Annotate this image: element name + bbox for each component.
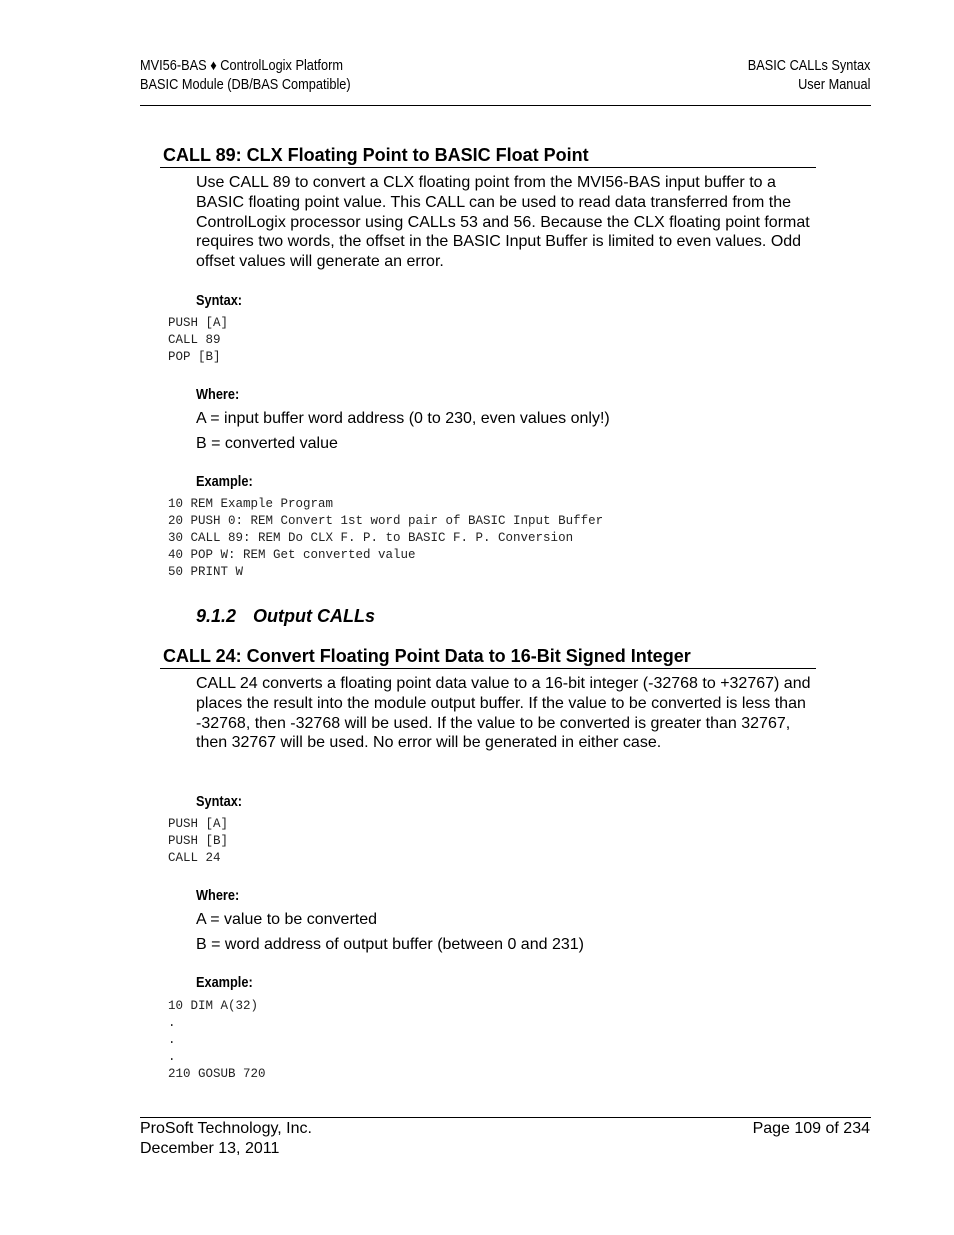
subsection-heading — [196, 605, 375, 627]
header-product: MVI56-BAS ♦ ControlLogix Platform — [140, 58, 343, 74]
call24-title-rule — [160, 668, 816, 669]
call89-syntax-code: PUSH [A] CALL 89 POP [B] — [168, 316, 229, 365]
call89-example-code: 10 REM Example Program 20 PUSH 0: REM Convert 1st word pair of BASIC Input Buffer 30 CALL 89: REM Do CLX F. P. to BASIC F. P. Conversion 40 POP W: REM Get converted value 50 PRINT W — [168, 497, 604, 580]
subsection-number: 9.1.2 — [196, 606, 237, 626]
footer-company: ProSoft Technology, Inc. — [140, 1120, 312, 1137]
header-left — [140, 57, 351, 95]
call89-where-label: Where: — [196, 386, 240, 403]
call89-syntax-label: Syntax: — [196, 292, 243, 309]
footer-page-number: Page 109 of 234 — [752, 1120, 870, 1137]
header-divider — [140, 105, 871, 106]
header-manual: User Manual — [797, 77, 870, 93]
subsection-title: Output CALLs — [253, 606, 375, 626]
call24-where-label: Where: — [196, 887, 240, 904]
call24-syntax-label: Syntax: — [196, 793, 243, 810]
call89-title: CALL 89: CLX Floating Point to BASIC Float Point — [163, 145, 589, 165]
call89-example-label: Example: — [196, 473, 253, 490]
call89-title-rule — [160, 167, 816, 168]
footer-left — [140, 1119, 312, 1159]
call24-where-b: B = word address of output buffer (between 0 and 231) — [196, 936, 584, 953]
call24-syntax-code: PUSH [A] PUSH [B] CALL 24 — [168, 817, 229, 866]
header-right — [747, 57, 870, 95]
call24-title: CALL 24: Convert Floating Point Data to 16-Bit Signed Integer — [163, 646, 691, 666]
footer-date: December 13, 2011 — [140, 1140, 280, 1157]
call24-description: CALL 24 converts a floating point data value to a 16-bit integer (-32768 to +32767) and places the result into the module output buffer. If the value to be converted is less than -32768, then -32768 will be used. If the value to be converted is greater than 32767, then 32767 will be used. No error will be generated in either case. — [196, 675, 811, 752]
call24-where-a: A = value to be converted — [196, 911, 378, 928]
call89-where-b: B = converted value — [196, 435, 338, 452]
footer-divider — [140, 1117, 871, 1118]
header-chapter: BASIC CALLs Syntax — [747, 58, 870, 74]
call24-example-label: Example: — [196, 974, 253, 991]
call89-description: Use CALL 89 to convert a CLX floating point from the MVI56-BAS input buffer to a BASIC floating point value. This CALL can be used to read data transferred from the ControlLogix processor using CALLs 53 and 56. Because the CLX floating point format requires two words, the offset in the BASIC Input Buffer is limited to even values. Odd offset values will generate an error. — [196, 174, 810, 271]
call89-where-a: A = input buffer word address (0 to 230, even values only!) — [196, 410, 610, 427]
call24-example-code: 10 DIM A(32) . . . 210 GOSUB 720 — [168, 999, 266, 1082]
header-module: BASIC Module (DB/BAS Compatible) — [140, 77, 351, 93]
